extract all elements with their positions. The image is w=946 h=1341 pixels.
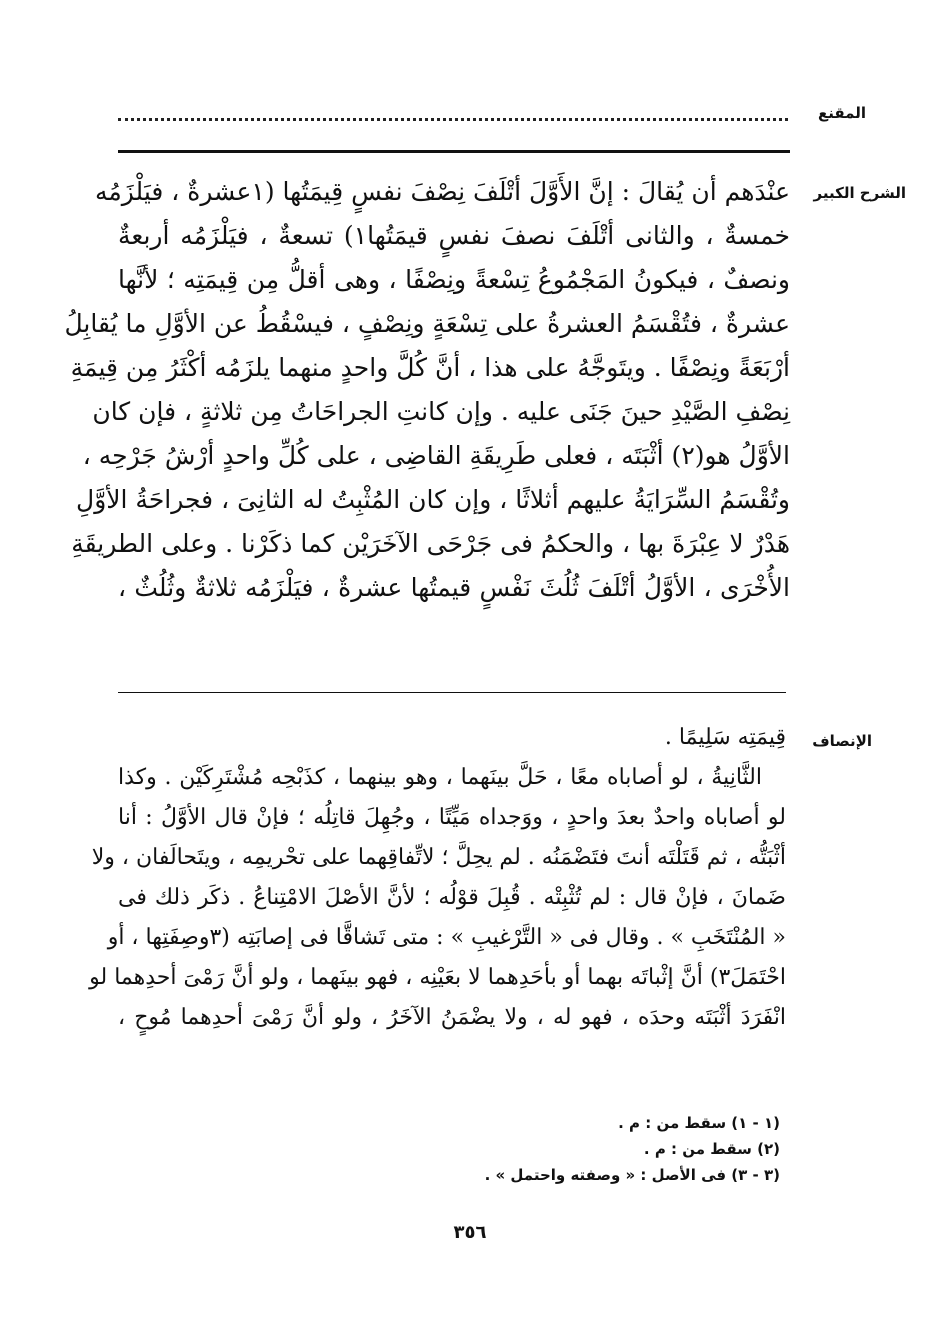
text-line: « المُنْتَخَبِ » . وقال فى « التَّرْغيبِ » : متى تَشاقَّا فى إصابَتِه (٣وصِفَتِها ، أو <box>107 925 786 950</box>
text-line: الأُخْرَى ، الأوَّلُ أتْلَفَ ثُلُثَ نَفْسٍ قيمتُها عشرةٌ ، فيَلْزَمُه ثلاثةٌ وثُلُثٌ ، <box>118 573 790 602</box>
running-header-title: المقنع <box>818 104 866 122</box>
text-line: أثْبَتُّه ، ثم قَتَلْتَه أنتَ فتَضْمَنُه . لم يحِلَّ ؛ لاتِّفاقِهما على تحْريمِه ، ويتَحالَفان ، ولا <box>91 845 786 870</box>
footnote: (٣ - ٣) فى الأصل : « وصفته واحتمل » . <box>484 1166 780 1184</box>
text-line: هَدْرٌ لا عِبْرَةَ بها ، والحكمُ فى جَرْحَى الآخَرَيْن كما ذكَرْنا . وعلى الطريقَةِ <box>71 529 790 558</box>
text-line: الأوَّلُ هو(٢) أثْبَتَه ، فعلى طَرِيقَةِ القاضِى ، على كُلِّ واحدٍ أرْشُ جَرْحِه ، <box>82 441 790 470</box>
footnote: (٢) سقط من : م . <box>643 1140 780 1158</box>
text-line: الثَّانِيةُ ، لو أصاباه معًا ، حَلَّ بينَهما ، وهو بينهما ، كذَبْحِه مُشْتَرِكَيْن . وكذا <box>118 765 762 790</box>
text-line: وتُقْسَمُ السِّرَايَةُ عليهم أثلاثًا ، وإن كان المُثْبِتُ له الثانِىَ ، فجراحَةُ الأوَّلِ <box>76 485 790 514</box>
text-line: نِصْفِ الصَّيْدِ حينَ جَنَى عليه . وإن كانتِ الجراحَاتُ مِن ثلاثةٍ ، فإن كان <box>92 397 790 426</box>
text-line: عنْدَهم أن يُقالَ : إنَّ الأَوَّلَ أتْلَفَ نِصْفَ نفسٍ قِيمَتُها (١عشرةٌ ، فيَلْزَمُه <box>94 177 790 206</box>
text-line: خمسةٌ ، والثانى أتْلَفَ نصفَ نفسٍ قيمَتُها١) تسعةٌ ، فيَلْزَمُه أربعةٌ <box>118 221 791 250</box>
text-line: ونصفٌ ، فيكونُ المَجْمُوعُ تِسْعةً ونِصْفًا ، وهى أقلُّ مِن قِيمَتِه ؛ لأنَّها <box>118 265 790 294</box>
text-line: قِيمَتِه سَلِيمًا . <box>664 725 786 750</box>
insaf-text-block <box>89 718 786 1038</box>
section-separator <box>118 692 786 693</box>
sharh-text-block <box>64 170 791 610</box>
insaf-section-label: الإنصاف <box>812 732 872 750</box>
text-line: عشرةٌ ، فتُقْسَمُ العشرةُ على تِسْعَةٍ ونِصْفٍ ، فيسْقُطُ عن الأوَّلِ ما يُقابِلُ <box>64 309 790 338</box>
text-line: أرْبَعَةً ونِصْفًا . ويتَوجَّهُ على هذا ، أنَّ كُلَّ واحدٍ منهما يلزَمُه أكْثَرُ مِن قِيمَةِ <box>70 353 790 382</box>
header-dotted-rule <box>118 118 788 121</box>
footnotes <box>280 1110 780 1188</box>
text-line: احْتَمَلَ٣) أنَّ إثْباتَه بهما أو بأحَدِهما لا بعَيْنِه ، فهو بينَهما ، ولو أنَّ رَمْىَ أحدِهما لو <box>89 965 786 990</box>
header-solid-rule <box>118 150 790 153</box>
sharh-section-label: الشرح الكبير <box>813 184 906 202</box>
text-line: لو أصاباه واحدٌ بعدَ واحدٍ ، ووَجداه مَيِّتًا ، وجُهِلَ قاتِلُه ؛ فإنْ قال الأوَّلُ : أنا <box>118 805 786 830</box>
page-number: ٣٥٦ <box>453 1222 487 1243</box>
text-line: ضَمانَ ، فإنْ قال : لم تُثْبِتْه . قُبِلَ قوْلُه ؛ لأنَّ الأصْلَ الامْتِناعُ . ذكَر ذلك فى <box>118 885 786 910</box>
footnote: (١ - ١) سقط من : م . <box>618 1114 780 1132</box>
text-line: انْفَرَدَ أثْبَتَه وحدَه ، فهو له ، ولا يضْمَنُ الآخَرُ ، ولو أنَّ رَمْىَ أحدِهما مُوحٍ ، <box>118 1005 786 1030</box>
